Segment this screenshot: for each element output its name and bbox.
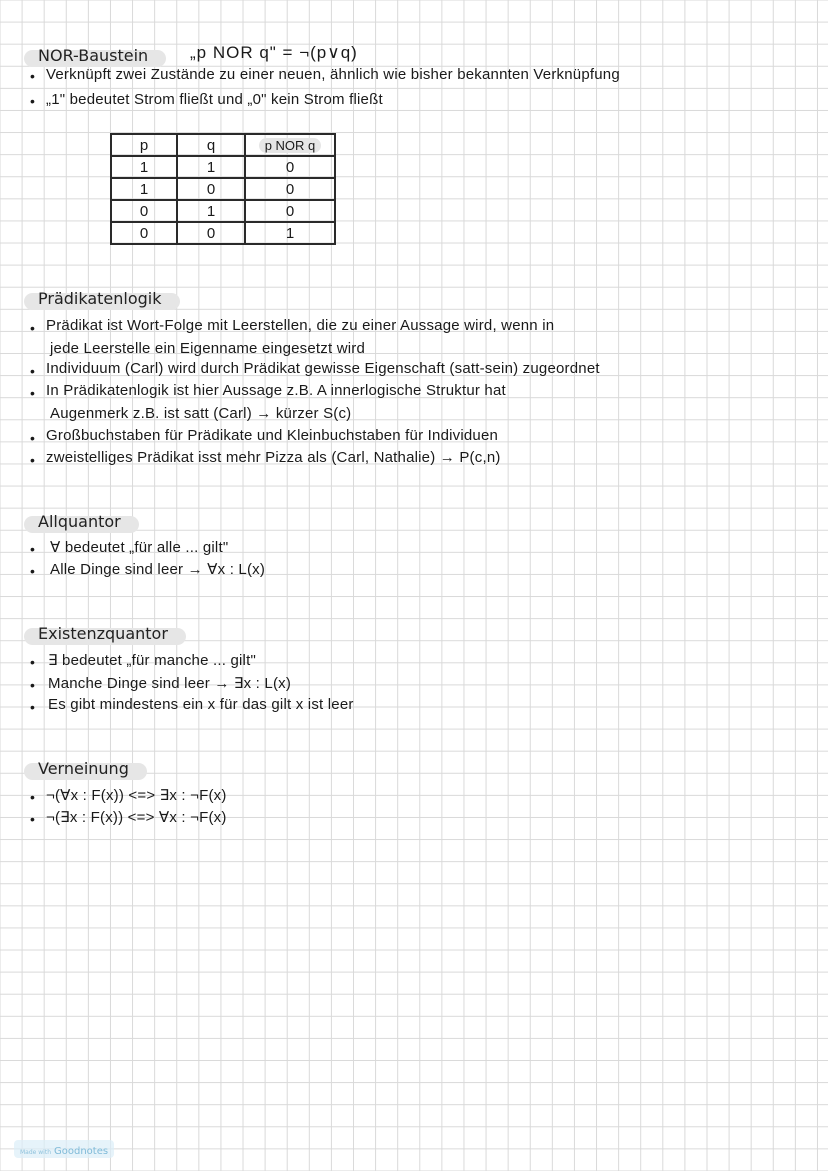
verneinung-bullet-2: ¬(∃x : F(x)) <=> ∀x : ¬F(x) <box>46 809 227 826</box>
heading-nor-baustein: NOR-Baustein <box>24 50 166 67</box>
cell: 0 <box>245 178 335 200</box>
nor-bullet-1: Verknüpft zwei Zustände zu einer neuen, ähnlich wie bisher bekannten Verknüpfung <box>46 66 620 83</box>
bullet-dot: • <box>30 363 35 379</box>
allquantor-bullet-2: Alle Dinge sind leer → ∀x : L(x) <box>50 561 266 578</box>
bullet-dot: • <box>30 654 35 670</box>
praedikat-bullet-3-line-1: In Prädikatenlogik ist hier Aussage z.B. A innerlogische Struktur hat <box>46 382 506 399</box>
bullet-dot: • <box>30 93 35 109</box>
table-row <box>111 178 335 200</box>
existenzquantor-bullet-1: ∃ bedeutet „für manche ... gilt" <box>48 652 256 669</box>
praedikat-bullet-5: zweistelliges Prädikat isst mehr Pizza als (Carl, Nathalie) → P(c,n) <box>46 449 501 466</box>
heading-existenzquantor: Existenzquantor <box>24 628 186 645</box>
praedikat-bullet-4: Großbuchstaben für Prädikate und Kleinbuchstaben für Individuen <box>46 427 499 444</box>
bullet-dot: • <box>30 677 35 693</box>
cell: 0 <box>111 222 177 244</box>
made-with-label: Made with <box>20 1149 51 1156</box>
heading-allquantor: Allquantor <box>24 516 139 533</box>
praedikat-bullet-3-line-2: Augenmerk z.B. ist satt (Carl) → kürzer S(c) <box>50 405 352 422</box>
cell: 1 <box>111 156 177 178</box>
bullet-dot: • <box>30 320 35 336</box>
heading-praedikatenlogik: Prädikatenlogik <box>24 293 180 310</box>
header-q: q <box>177 134 245 156</box>
bullet-dot: • <box>30 541 35 557</box>
table-row <box>111 222 335 244</box>
cell: 0 <box>177 178 245 200</box>
bullet-dot: • <box>30 385 35 401</box>
cell: 0 <box>245 156 335 178</box>
truth-table-header <box>111 134 335 156</box>
cell: 1 <box>177 156 245 178</box>
bullet-dot: • <box>30 68 35 84</box>
nor-bullet-2: „1" bedeutet Strom fließt und „0" kein Strom fließt <box>46 91 383 108</box>
header-p: p <box>111 134 177 156</box>
praedikat-bullet-1-line-2: jede Leerstelle ein Eigenname eingesetzt wird <box>50 340 366 357</box>
verneinung-bullet-1: ¬(∀x : F(x)) <=> ∃x : ¬F(x) <box>46 787 227 804</box>
cell: 1 <box>177 200 245 222</box>
cell: 1 <box>111 178 177 200</box>
header-p-nor-q: p NOR q <box>245 134 335 156</box>
bullet-dot: • <box>30 430 35 446</box>
goodnotes-watermark <box>14 1140 114 1158</box>
nor-truth-table <box>110 133 336 245</box>
cell: 0 <box>111 200 177 222</box>
praedikat-bullet-2: Individuum (Carl) wird durch Prädikat gewisse Eigenschaft (satt-sein) zugeordnet <box>46 360 600 377</box>
heading-verneinung: Verneinung <box>24 763 147 780</box>
bullet-dot: • <box>30 452 35 468</box>
existenzquantor-bullet-3: Es gibt mindestens ein x für das gilt x ist leer <box>48 696 354 713</box>
goodnotes-brand: Goodnotes <box>54 1146 109 1157</box>
allquantor-bullet-1: ∀ bedeutet „für alle ... gilt" <box>50 539 229 556</box>
cell: 1 <box>245 222 335 244</box>
praedikat-bullet-1-line-1: Prädikat ist Wort-Folge mit Leerstellen, die zu einer Aussage wird, wenn in <box>46 317 555 334</box>
cell: 0 <box>177 222 245 244</box>
existenzquantor-bullet-2: Manche Dinge sind leer → ∃x : L(x) <box>48 675 292 692</box>
bullet-dot: • <box>30 563 35 579</box>
bullet-dot: • <box>30 699 35 715</box>
nor-formula: „p NOR q" = ¬(p∨q) <box>190 43 358 62</box>
bullet-dot: • <box>30 811 35 827</box>
table-row <box>111 156 335 178</box>
cell: 0 <box>245 200 335 222</box>
table-row <box>111 200 335 222</box>
bullet-dot: • <box>30 789 35 805</box>
